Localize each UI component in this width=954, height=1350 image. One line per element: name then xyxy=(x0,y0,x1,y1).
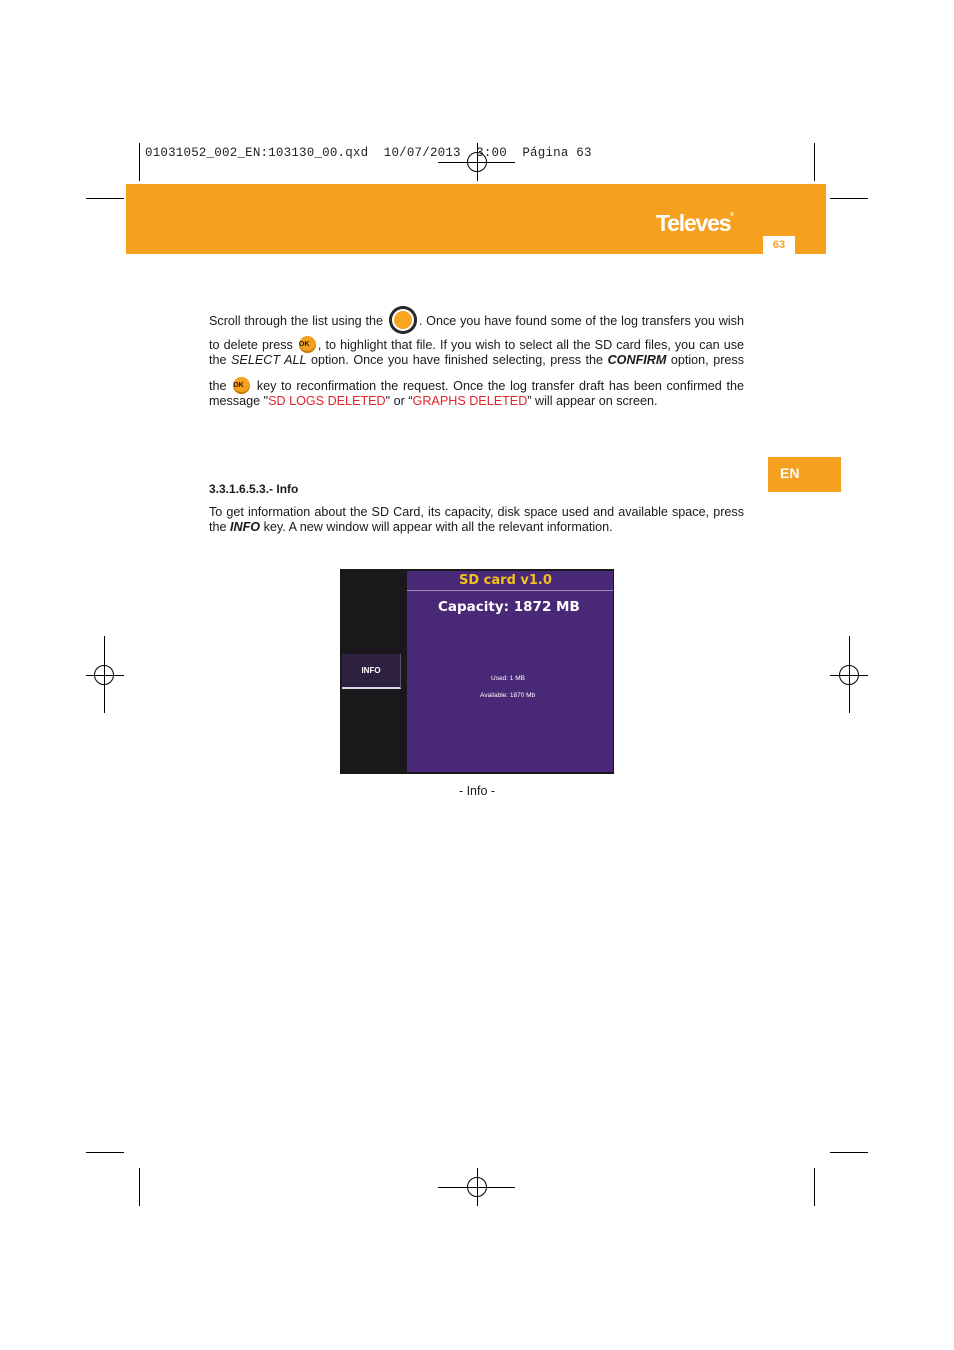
page-number: 63 xyxy=(763,236,795,254)
registration-mark xyxy=(467,1177,487,1197)
print-slug: 01031052_002_EN:103130_00.qxd 10/07/2013 3:00 Página 63 xyxy=(145,146,592,160)
body-line: the SELECT ALL option. Once you have finished selecting, press the CONFIRM option, press xyxy=(209,353,744,367)
device-screenshot xyxy=(340,569,614,774)
message-sd-logs-deleted: SD LOGS DELETED xyxy=(268,394,386,408)
televes-logo: Televes® xyxy=(656,210,734,236)
screenshot-info-window xyxy=(407,571,613,772)
rotary-knob-icon xyxy=(389,306,417,334)
screenshot-used: Used: 1 MB xyxy=(491,675,525,682)
screenshot-title: SD card v1.0 xyxy=(407,571,613,591)
crop-mark xyxy=(830,198,868,199)
ok-key-icon: OK xyxy=(233,377,250,394)
crop-mark xyxy=(86,1152,124,1153)
language-tab: EN xyxy=(768,457,841,492)
body-line: Scroll through the list using the . Once you have found some of the log transfers you wish xyxy=(209,306,744,335)
crop-mark xyxy=(830,1152,868,1153)
body-line: the OK key to reconfirmation the request. Once the log transfer draft has been confirmed the xyxy=(209,379,744,393)
screenshot-menu-panel xyxy=(340,569,406,774)
screenshot-available: Available: 1870 Mb xyxy=(480,692,536,699)
crop-mark xyxy=(814,1168,815,1206)
crop-mark xyxy=(86,198,124,199)
registration-mark xyxy=(839,665,859,685)
ok-key-icon: OK xyxy=(299,336,316,353)
body-line: message "SD LOGS DELETED" or “GRAPHS DELETED” will appear on screen. xyxy=(209,394,658,408)
registration-mark xyxy=(94,665,114,685)
body-line: To get information about the SD Card, its capacity, disk space used and available space, press xyxy=(209,505,744,519)
crop-mark xyxy=(139,143,140,181)
section-heading: 3.3.1.6.5.3.- Info xyxy=(209,482,299,496)
info-softkey: INFO xyxy=(342,654,401,689)
screenshot-capacity: Capacity: 1872 MB xyxy=(438,599,580,615)
crop-mark xyxy=(814,143,815,181)
body-line: to delete press OK , to highlight that file. If you wish to select all the SD card files, you can use xyxy=(209,338,744,352)
crop-mark xyxy=(139,1168,140,1206)
message-graphs-deleted: GRAPHS DELETED xyxy=(412,394,528,408)
body-line: the INFO key. A new window will appear with all the relevant information. xyxy=(209,520,613,534)
figure-caption: - Info - xyxy=(458,784,496,798)
